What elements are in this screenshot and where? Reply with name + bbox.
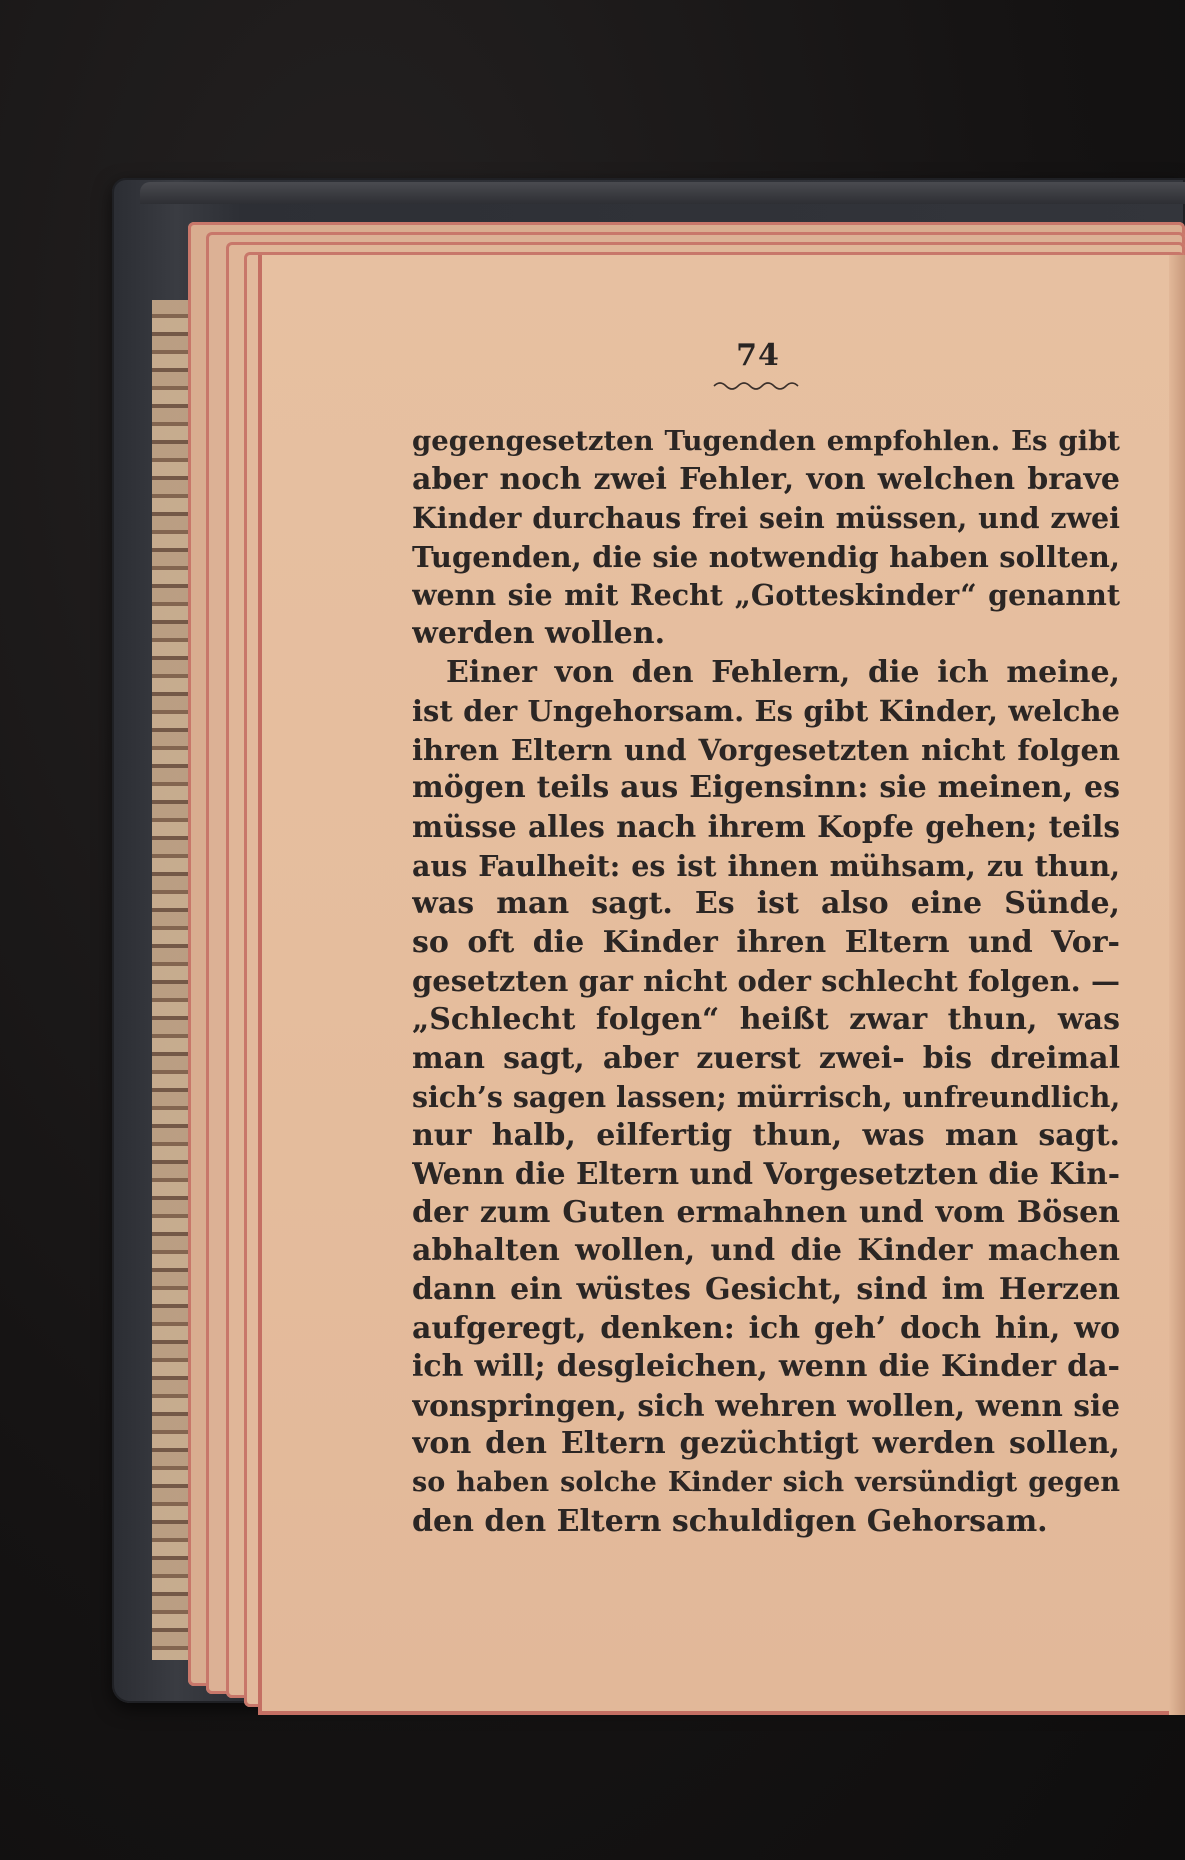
- text-line: der zum Guten ermahnen und vom Bösen: [412, 1194, 1120, 1230]
- text-line: gegengesetzten Tugenden empfohlen. Es gibt: [412, 425, 1120, 457]
- page-gutter-shadow: [1169, 255, 1185, 1715]
- text-line: von den Eltern gezüchtigt werden sollen,: [412, 1426, 1120, 1462]
- text-line: den den Eltern schuldigen Gehorsam.: [412, 1503, 1048, 1539]
- text-line: ich will; desgleichen, wenn die Kinder da-: [412, 1349, 1120, 1385]
- text-line: so oft die Kinder ihren Eltern und Vor-: [412, 924, 1120, 960]
- text-line: ist der Ungehorsam. Es gibt Kinder, welche: [412, 694, 1120, 729]
- text-line: dann ein wüstes Gesicht, sind im Herzen: [412, 1272, 1120, 1308]
- text-line: aber noch zwei Fehler, von welchen brave: [412, 461, 1120, 497]
- text-line: nur halb, eilfertig thun, was man sagt.: [412, 1117, 1120, 1153]
- text-line: abhalten wollen, und die Kinder machen: [412, 1233, 1120, 1269]
- text-line: Einer von den Fehlern, die ich meine,: [446, 654, 1120, 690]
- text-line: so haben solche Kinder sich versündigt gegen: [412, 1467, 1120, 1499]
- text-line: ihren Eltern und Vorgesetzten nicht folgen: [412, 732, 1120, 767]
- wavy-ornament-icon: [712, 378, 804, 390]
- page-number: 74: [736, 338, 780, 373]
- book-cover-top-edge: [140, 182, 1185, 204]
- text-line: „Schlecht folgen“ heißt zwar thun, was: [412, 1001, 1120, 1037]
- text-line: was man sagt. Es ist also eine Sünde,: [412, 886, 1120, 922]
- text-line: aus Faulheit: es ist ihnen mühsam, zu thun,: [412, 848, 1120, 883]
- text-line: müsse alles nach ihrem Kopfe gehen; teils: [412, 808, 1120, 844]
- text-line: sich’s sagen lassen; mürrisch, unfreundlich,: [412, 1080, 1120, 1115]
- text-line: Tugenden, die sie notwendig haben sollten,: [412, 539, 1120, 574]
- body-text: [412, 422, 1120, 1541]
- text-line: wenn sie mit Recht „Gotteskinder“ genannt: [412, 578, 1120, 613]
- text-line: vonspringen, sich wehren wollen, wenn sie: [412, 1387, 1120, 1423]
- text-line: mögen teils aus Eigensinn: sie meinen, es: [412, 770, 1120, 806]
- marbled-endpaper: [152, 300, 192, 1660]
- text-line: aufgeregt, denken: ich geh’ doch hin, wo: [412, 1310, 1120, 1346]
- text-line: man sagt, aber zuerst zwei- bis dreimal: [412, 1040, 1120, 1076]
- text-line: gesetzten gar nicht oder schlecht folgen. —: [412, 964, 1120, 999]
- text-line: werden wollen.: [412, 615, 666, 651]
- text-line: Wenn die Eltern und Vorgesetzten die Kin-: [412, 1156, 1120, 1192]
- text-line: Kinder durchaus frei sein müssen, und zwei: [412, 501, 1120, 536]
